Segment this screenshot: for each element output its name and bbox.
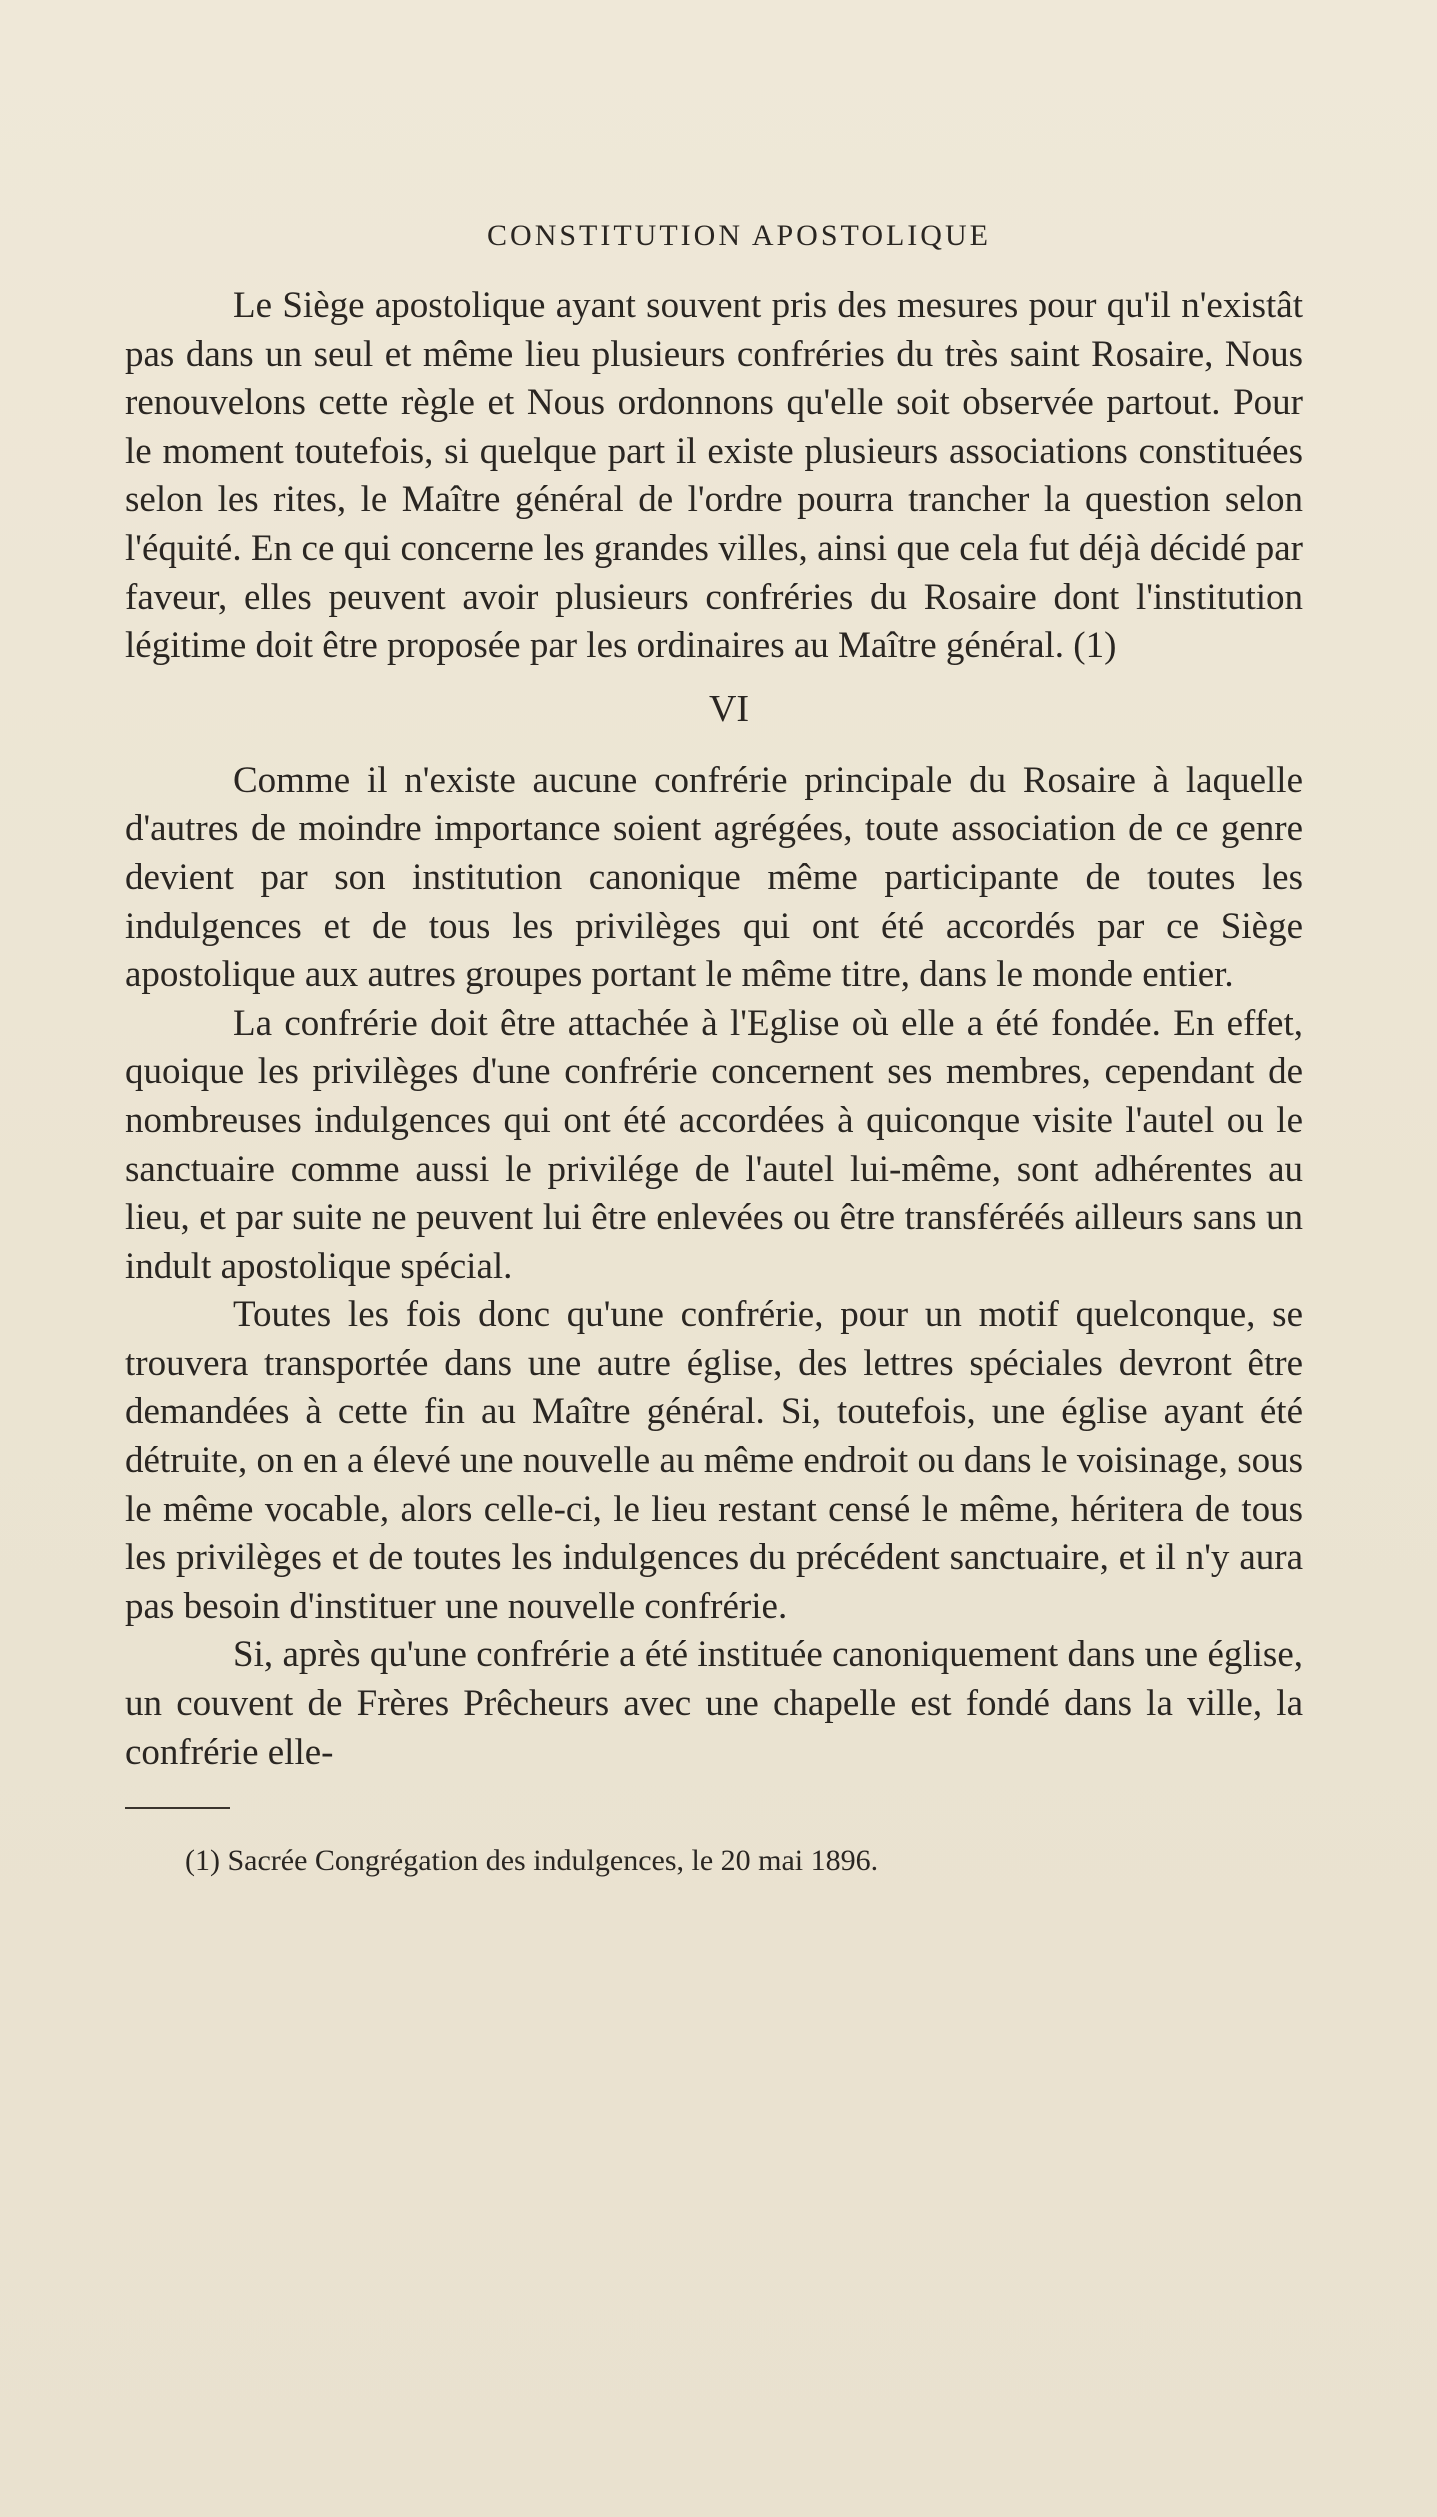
paragraph-siege: Le Siège apostolique ayant souvent pris des mesures pour qu'il n'existât pas dans un seul et même lieu plusieurs confréries du très saint Rosaire, Nous renouvelons cette règle et Nous ordonnons qu'elle soit observée partout. Pour le moment toutefois, si quelque part il existe plusieurs associations constituées selon les rites, le Maître général de l'ordre pourra trancher la question selon l'équité. En ce qui concerne les grandes villes, ainsi que cela fut déjà décidé par faveur, elles peuvent avoir plusieurs confréries du Rosaire dont l'institution légitime doit être proposée par les ordinaires au Maître général. (1)	[125, 285, 1303, 667]
paragraph-comme: Comme il n'existe aucune confrérie principale du Rosaire à laquelle d'autres de moindre importance soient agrégées, toute association de ce genre devient par son institution canonique même participante de toutes les indulgences et de tous les privilèges qui ont été accordés par ce Siège apostolique aux autres groupes portant le même titre, dans le monde entier.	[125, 759, 1303, 996]
running-head: CONSTITUTION APOSTOLIQUE	[487, 219, 991, 252]
section-number: VI	[708, 687, 750, 730]
paragraph-si-apres: Si, après qu'une confrérie a été instituée canoniquement dans une église, un couvent de Frères Prêcheurs avec une chapelle est fondé dans la ville, la confrérie elle-	[125, 1634, 1303, 1773]
paragraph-confrerie-attachee: La confrérie doit être attachée à l'Eglise où elle a été fondée. En effet, quoique les privilèges d'une confrérie concernent ses membres, cependant de nombreuses indulgences qui ont été accordées à quiconque visite l'autel ou le sanctuaire comme aussi le privilége de l'autel lui-même, sont adhérentes au lieu, et par suite ne peuvent lui être enlevées ou être transféréés ailleurs sans un indult apostolique spécial.	[125, 1002, 1303, 1287]
text-block	[125, 218, 1303, 1881]
footnote: (1) Sacrée Congrégation des indulgences, le 20 mai 1896.	[185, 1844, 879, 1878]
footnote-rule	[125, 1807, 230, 1809]
paragraph-toutes-les-fois: Toutes les fois donc qu'une confrérie, pour un motif quelconque, se trouvera transportée dans une autre église, des lettres spéciales devront être demandées à cette fin au Maître général. Si, toutefois, une église ayant été détruite, on en a élevé une nouvelle au même endroit ou dans le voisinage, sous le même vocable, alors celle-ci, le lieu restant censé le même, héritera de tous les privilèges et de toutes les indulgences du précédent sanctuaire, et il n'y aura pas besoin d'instituer une nouvelle confrérie.	[125, 1294, 1303, 1627]
